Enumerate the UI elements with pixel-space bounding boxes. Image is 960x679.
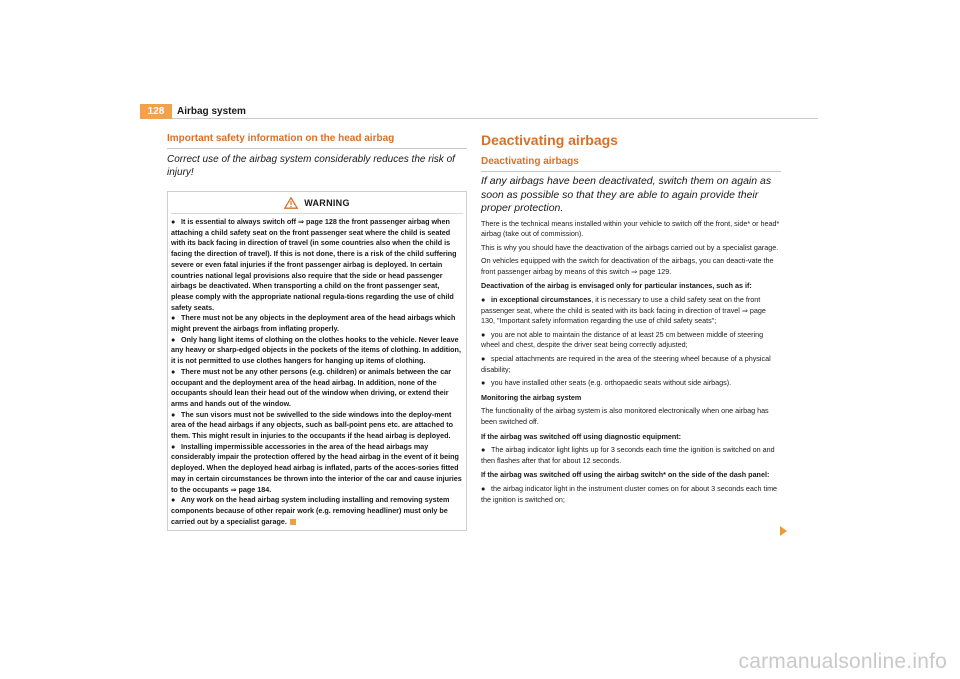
section-title: Important safety information on the head airbag	[167, 132, 467, 149]
paragraph: The functionality of the airbag system is also monitored electronically when one airbag has been switched off.	[481, 406, 769, 426]
right-column	[481, 132, 781, 505]
header-rule	[172, 118, 818, 119]
section-subtitle: Correct use of the airbag system considerably reduces the risk of injury!	[167, 154, 455, 178]
list-item: ● in exceptional circumstances, it is necessary to use a child safety seat on the front passenger seat, where the child is seated with its back facing in direction of travel ⇒ page 130, "Important safety information regarding the use of child safety seats";	[481, 295, 766, 326]
warning-item: ● Any work on the head airbag system including installing and removing system components because of other repair work (e.g. removing headliner) must only be carried out by a specialist garage.	[171, 495, 450, 526]
chapter-title: Deactivating airbags	[481, 132, 618, 148]
left-column	[167, 132, 467, 531]
warning-item: ● There must not be any other persons (e.g. children) or animals between the car occupant and the deployment area of the head airbag. In addition, none of the occupants should lean their head out of the window when driving, or extend their arms and hands out of the window.	[171, 366, 451, 408]
list-item: ● special attachments are required in the area of the steering wheel because of a physical disability;	[481, 354, 771, 374]
warning-item: ● There must not be any objects in the deployment area of the head airbags which might prevent the airbags from inflating properly.	[171, 313, 456, 334]
warning-triangle-icon	[284, 197, 298, 209]
section-subtitle: If any airbags have been deactivated, switch them on again as soon as possible so that they are able to again provide their proper protection.	[481, 175, 772, 214]
paragraph: On vehicles equipped with the switch for deactivation of the airbags, you can deacti-vate the front passenger airbag by means of this switch ⇒ page 129.	[481, 256, 774, 276]
paragraph: There is the technical means installed within your vehicle to switch off the front, side* or head* airbag (take out of commission).	[481, 218, 780, 239]
warning-item: ● The sun visors must not be swivelled to the side windows into the deploy-ment area of the head airbags if any objects, such as ball-point pens etc. are attached to them. This might result in injuries to the occupants if the head airbag is deployed.	[171, 409, 453, 441]
subheading: If the airbag was switched off using the airbag switch* on the side of the dash panel:	[481, 470, 770, 480]
page-number: 128	[140, 104, 172, 119]
warning-item: ● Installing impermissible accessories in the area of the head airbags may considerably impair the protection offered by the head airbag in the event of it being deployed. When the deployed head airbag is inflated, parts of the acces-sories fitted may in certain circumstances be thrown into the interior of the car and cause injuries to the occupants ⇒ page 184.	[171, 441, 462, 494]
section-title: Deactivating airbags	[481, 155, 781, 172]
list-item: ● The airbag indicator light lights up for 3 seconds each time the ignition is switched on and then flashes after that for about 12 seconds.	[481, 445, 775, 465]
subheading: If the airbag was switched off using diagnostic equipment:	[481, 431, 682, 441]
warning-item: ● It is essential to always switch off ⇒ page 128 the front passenger airbag when attaching a child safety seat on the front passenger seat where the child is seated with its back facing in direction of travel (in some countries also when the child is facing the direction of travel). If this is not done, there is a risk of the child suffering severe or even fatal injuries if the front passenger airbag is deployed. In certain countries national legal provisions also require that the side or head passenger airbags be deactivated. When transporting a child on the front passenger seat, please comply with the appropriate national regula-tions regarding the use of child safety seats.	[171, 217, 457, 312]
continue-arrow-icon	[780, 526, 787, 536]
subheading: Deactivation of the airbag is envisaged only for particular instances, such as if:	[481, 281, 752, 291]
warning-label: WARNING	[304, 198, 350, 208]
end-of-section-marker	[290, 519, 296, 525]
chapter-header-title: Airbag system	[177, 106, 246, 117]
list-item: ● you are not able to maintain the distance of at least 25 cm between middle of steering wheel and chest, despite the driver seat being correctly adjusted;	[481, 329, 764, 350]
warning-item: ● Only hang light items of clothing on the clothes hooks to the vehicle. Never leave any heavy or sharp-edged objects in the pockets of the items of clothing. In addition, it is not permitted to use clothes hangers for hanging up items of clothing.	[171, 334, 461, 366]
subheading: Monitoring the airbag system	[481, 392, 582, 402]
watermark: carmanualsonline.info	[738, 650, 947, 673]
list-item: ● the airbag indicator light in the instrument cluster comes on for about 3 seconds each time the ignition is switched on;	[481, 483, 778, 504]
list-item: ● you have installed other seats (e.g. orthopaedic seats without side airbags).	[481, 378, 732, 388]
page-header	[0, 100, 960, 120]
warning-box	[167, 191, 467, 531]
warning-header	[171, 195, 463, 214]
paragraph: This is why you should have the deactivation of the airbags carried out by a specialist garage.	[481, 242, 779, 252]
